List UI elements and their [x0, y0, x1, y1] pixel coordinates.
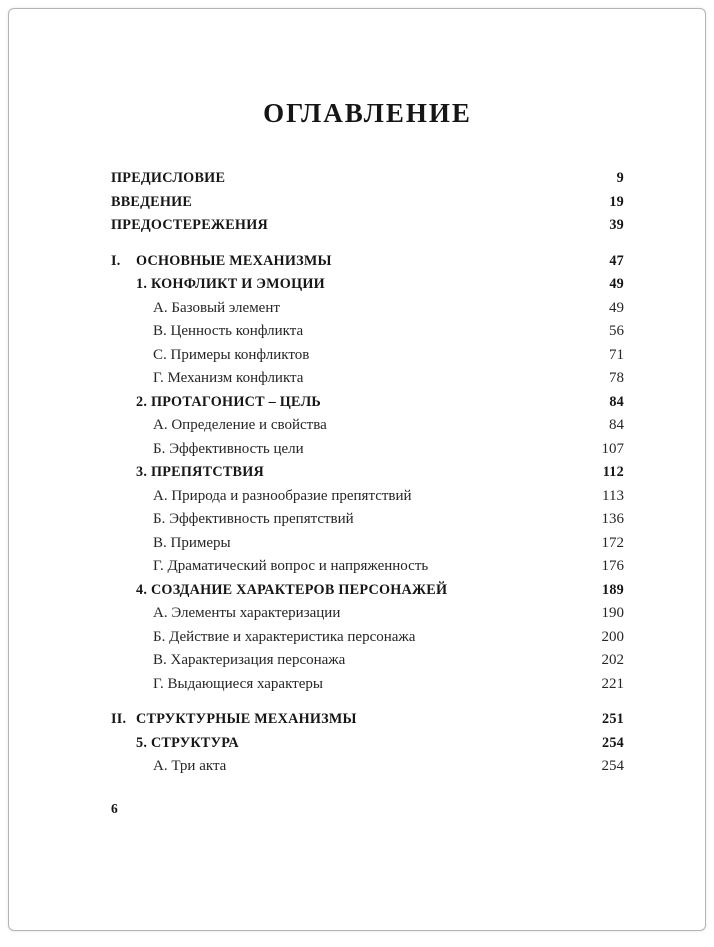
toc-entry: [111, 367, 624, 391]
toc-entry-page: 56: [609, 323, 624, 339]
toc-entry-text: ОСНОВНЫЕ МЕХАНИЗМЫ: [136, 252, 332, 269]
toc-entry-label: [153, 367, 303, 391]
toc-entry: [111, 755, 624, 779]
folio-page-number: 6: [111, 800, 118, 816]
toc-entry-label: [111, 191, 192, 215]
toc-entry-label: [153, 320, 303, 344]
toc-entry-text: А. Три акта: [153, 758, 227, 774]
toc-entry-page: 19: [609, 193, 624, 210]
toc-entry-label: [153, 485, 412, 509]
toc-entry-label: [111, 250, 332, 274]
toc-entry: [111, 297, 624, 321]
toc-entry-label: [136, 732, 239, 756]
toc-entry-text: ПРЕДОСТЕРЕЖЕНИЯ: [111, 217, 268, 233]
toc-entry-page: 172: [601, 534, 624, 551]
toc-entry-text: 2. ПРОТАГОНИСТ – ЦЕЛЬ: [136, 393, 322, 410]
toc-entry-page: 221: [601, 675, 624, 692]
toc-entry-text: А. Определение и свойства: [153, 417, 327, 433]
toc-entry-label: [153, 438, 304, 462]
toc-list: [111, 167, 624, 779]
toc-entry: [111, 273, 624, 297]
toc-entry-text: ВВЕДЕНИЕ: [111, 193, 193, 210]
toc-entry-page: 254: [601, 758, 624, 774]
toc-entry-label: [153, 649, 345, 673]
toc-entry: [111, 167, 624, 191]
toc-entry: [111, 579, 624, 603]
toc-entry: [111, 508, 624, 532]
toc-entry-text: СТРУКТУРНЫЕ МЕХАНИЗМЫ: [136, 711, 357, 727]
toc-entry-page: 9: [616, 170, 624, 186]
toc-entry-text: В. Характеризация персонажа: [153, 652, 346, 668]
toc-entry-page: 107: [601, 440, 624, 457]
toc-entry: [111, 485, 624, 509]
toc-entry-prefix: I.: [111, 252, 121, 269]
book-page: [8, 8, 706, 931]
toc-entry-label: [153, 555, 428, 579]
toc-entry-page: 49: [609, 276, 624, 292]
toc-entry-page: 202: [601, 652, 624, 668]
toc-entry-page: 200: [601, 628, 624, 645]
toc-entry-page: 254: [601, 734, 624, 751]
toc-entry-text: Б. Эффективность препятствий: [153, 511, 354, 527]
toc-entry: [111, 191, 624, 215]
toc-entry-text: Б. Эффективность цели: [153, 440, 304, 457]
toc-entry-label: [136, 273, 325, 297]
toc-entry: [111, 344, 624, 368]
toc-entry-label: [111, 708, 357, 732]
toc-entry-page: 113: [602, 487, 624, 504]
toc-entry-text: А. Элементы характеризации: [153, 605, 341, 621]
toc-entry-page: 84: [609, 417, 624, 433]
toc-entry-text: А. Природа и разнообразие препятствий: [153, 487, 412, 504]
toc-entry: [111, 438, 624, 462]
toc-entry-label: [153, 344, 309, 368]
toc-entry: [111, 673, 624, 697]
toc-entry-page: 176: [601, 558, 624, 574]
toc-entry-text: Г. Механизм конфликта: [153, 370, 304, 386]
toc-entry-page: 78: [609, 370, 624, 386]
toc-entry: [111, 214, 624, 238]
toc-entry-page: 84: [609, 393, 624, 410]
toc-entry: [111, 626, 624, 650]
toc-entry-prefix: II.: [111, 711, 127, 727]
toc-entry-page: 251: [601, 711, 624, 727]
toc-entry-label: [153, 602, 340, 626]
toc-entry-label: [136, 579, 447, 603]
toc-entry: [111, 250, 624, 274]
toc-entry: [111, 732, 624, 756]
toc-entry-text: Г. Выдающиеся характеры: [153, 675, 323, 692]
toc-entry-text: В. Ценность конфликта: [153, 323, 304, 339]
toc-entry-page: 71: [609, 346, 624, 363]
toc-entry-label: [153, 532, 231, 556]
toc-entry-page: 112: [602, 464, 624, 480]
toc-entry-page: 47: [609, 252, 624, 269]
page-title: ОГЛАВЛЕНИЕ: [263, 98, 472, 128]
toc-entry: [111, 414, 624, 438]
toc-entry-text: А. Базовый элемент: [153, 299, 280, 316]
toc-entry: [111, 649, 624, 673]
toc-entry-label: [111, 167, 225, 191]
toc-entry-text: Б. Действие и характеристика персонажа: [153, 628, 416, 645]
toc-entry-label: [153, 626, 415, 650]
toc-entry: [111, 320, 624, 344]
toc-entry: [111, 532, 624, 556]
toc-entry-label: [153, 755, 226, 779]
toc-entry-text: С. Примеры конфликтов: [153, 346, 310, 363]
toc-entry-text: Г. Драматический вопрос и напряженность: [153, 558, 429, 574]
toc-entry-label: [136, 391, 321, 415]
toc-entry-text: 3. ПРЕПЯТСТВИЯ: [136, 464, 265, 480]
toc-entry-label: [153, 673, 323, 697]
toc-entry: [111, 555, 624, 579]
toc-entry-page: 190: [601, 605, 624, 621]
toc-entry-text: 5. СТРУКТУРА: [136, 734, 239, 751]
toc-entry-label: [111, 214, 268, 238]
toc-entry-page: 49: [609, 299, 624, 316]
toc-entry: [111, 461, 624, 485]
toc-entry-page: 189: [601, 581, 624, 598]
toc-entry: [111, 602, 624, 626]
toc-entry: [111, 391, 624, 415]
toc-entry: [111, 708, 624, 732]
toc-entry-text: 4. СОЗДАНИЕ ХАРАКТЕРОВ ПЕРСОНАЖЕЙ: [136, 581, 448, 598]
toc-entry-label: [153, 297, 280, 321]
toc-entry-page: 136: [601, 511, 624, 527]
toc-entry-label: [153, 508, 354, 532]
toc-entry-label: [153, 414, 327, 438]
toc-entry-label: [136, 461, 264, 485]
toc-entry-text: 1. КОНФЛИКТ И ЭМОЦИИ: [136, 276, 325, 292]
toc-entry-text: В. Примеры: [153, 534, 231, 551]
toc-entry-text: ПРЕДИСЛОВИЕ: [111, 170, 226, 186]
toc-entry-page: 39: [609, 217, 624, 233]
